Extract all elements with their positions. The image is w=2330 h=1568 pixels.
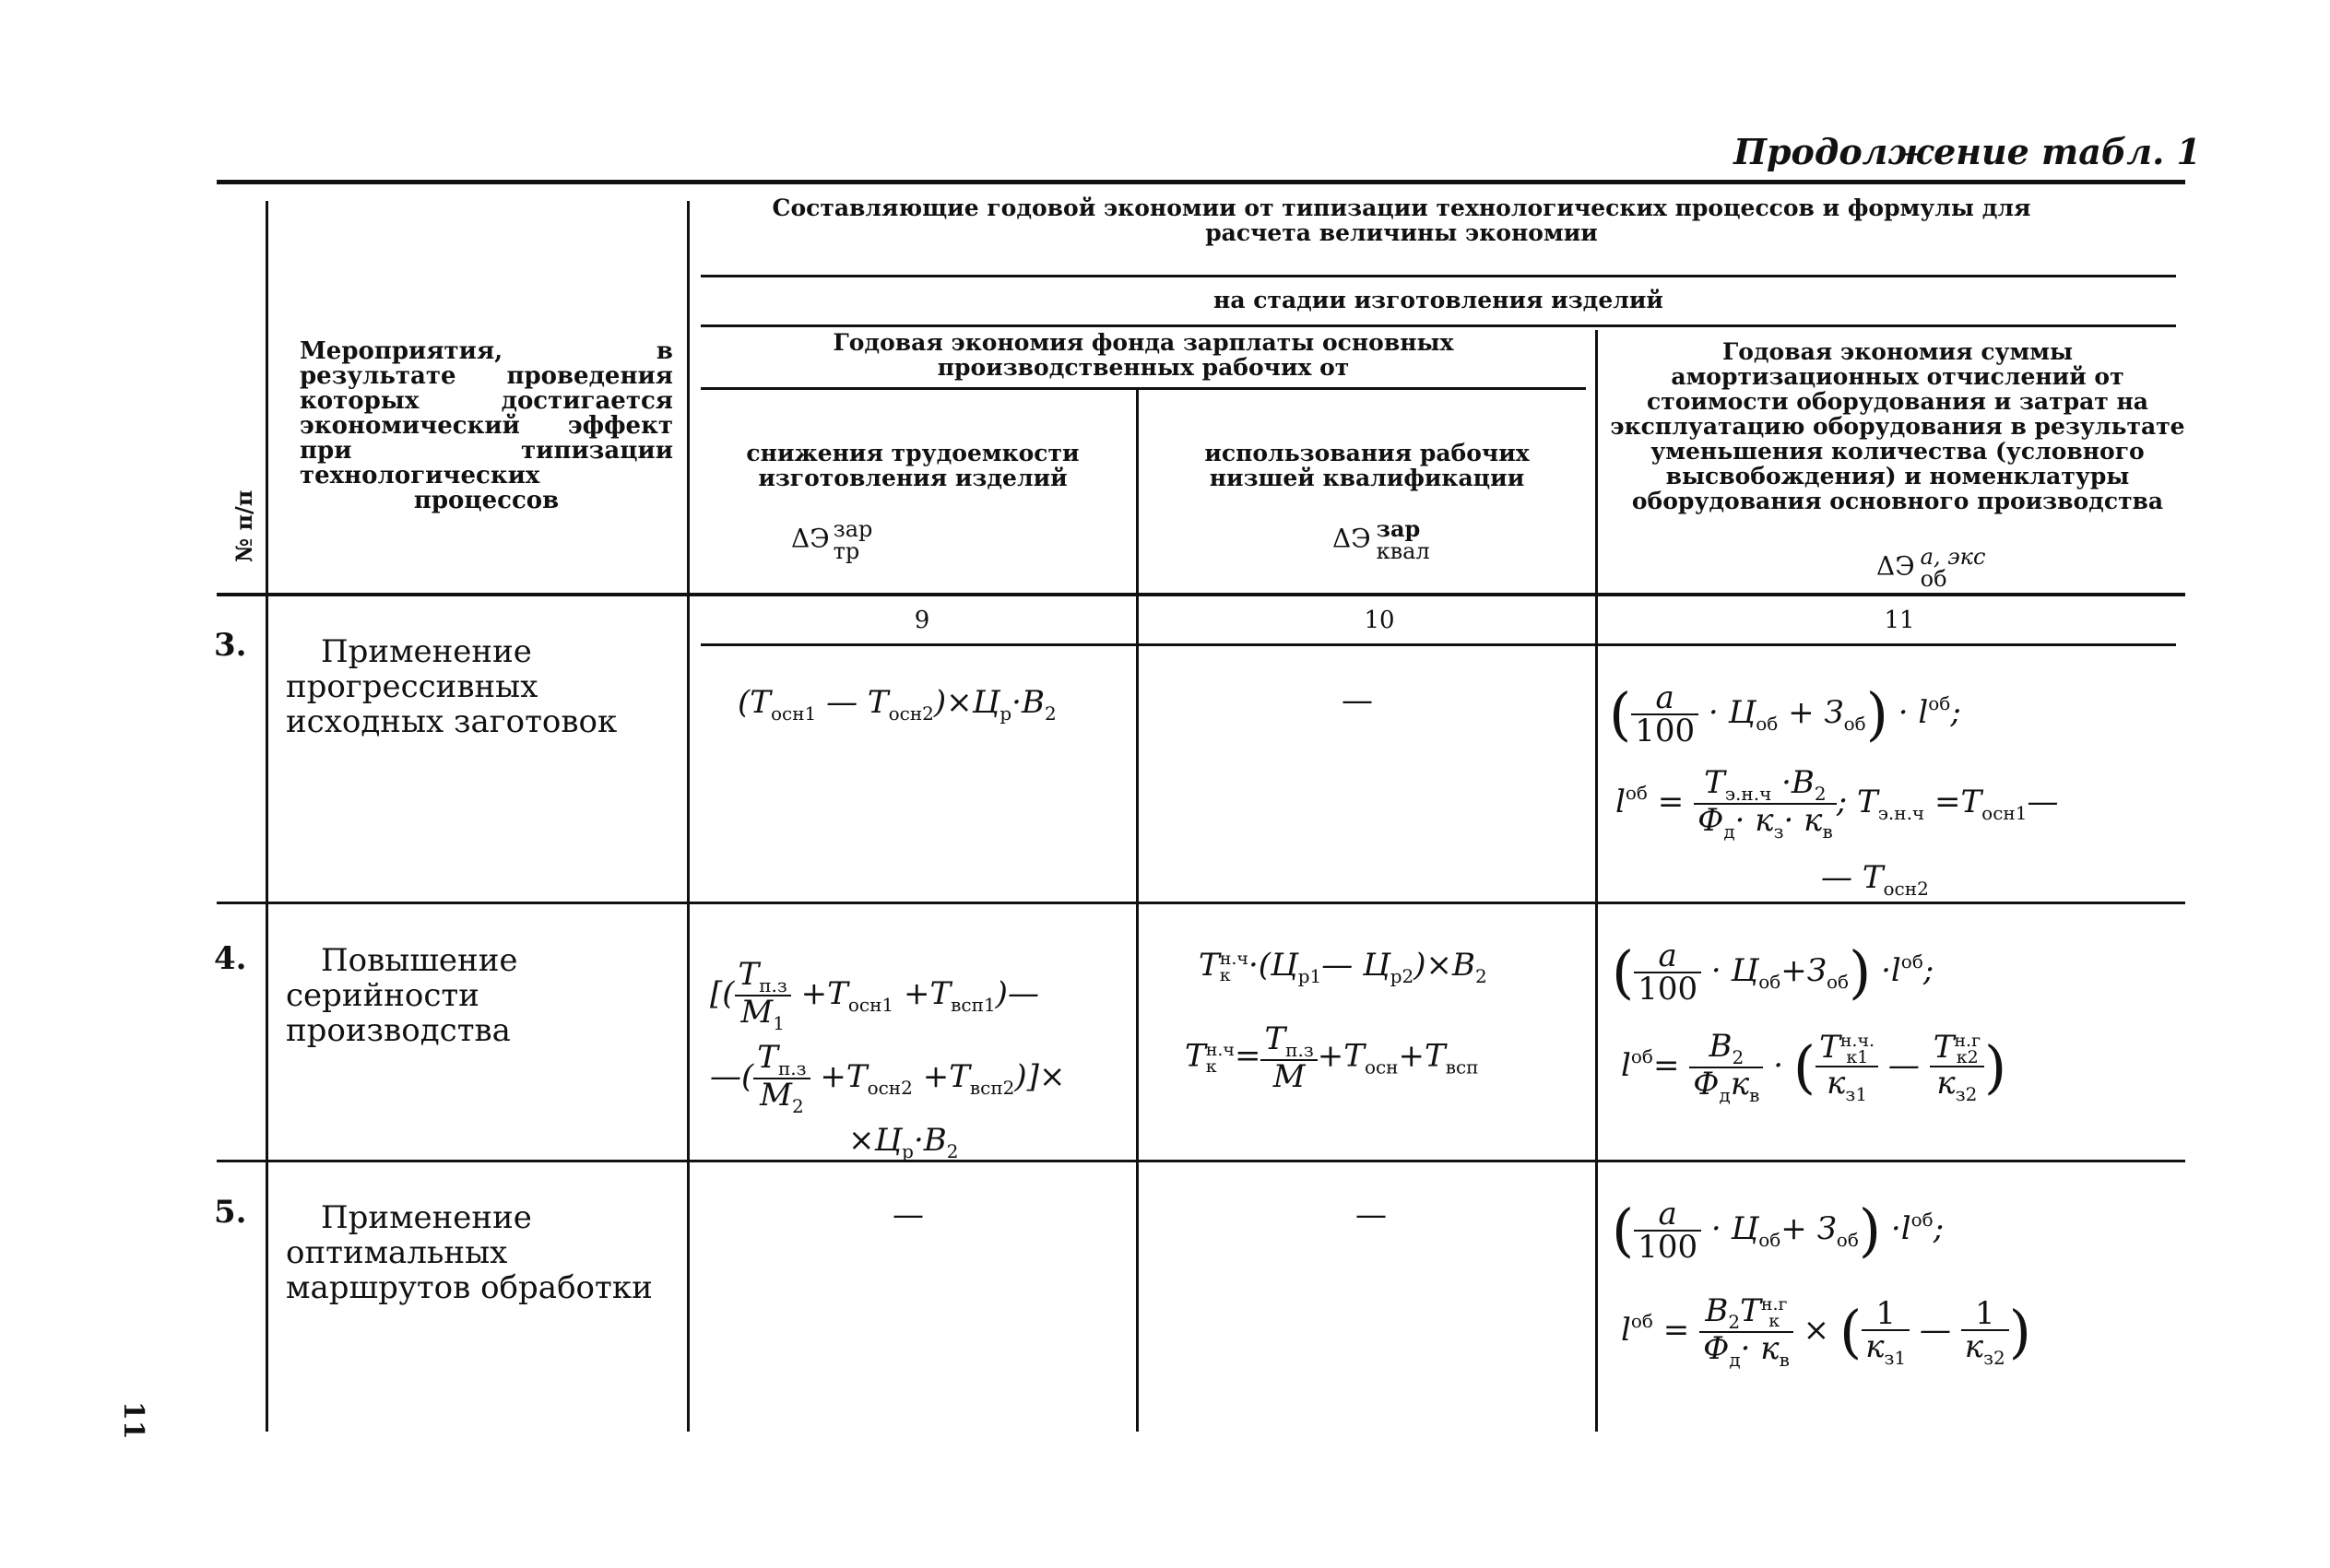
table-top-rule <box>217 180 2185 184</box>
payroll-group-header: Годовая экономия фонда зарплаты основных производственных рабочих от <box>833 329 1454 381</box>
row4-bottom-rule <box>217 1160 2185 1162</box>
row-3-number: 3. <box>214 627 247 664</box>
measure-col-header: Мероприятия, в результате проведения которых достигается экономический эффект при типизации технологических процессов <box>300 337 673 514</box>
vline-num <box>266 201 268 1432</box>
vline-col10 <box>1595 330 1598 1432</box>
row-3-col11-formula-a: ( $\frac{a}{100}$ · $Ц_{об} + З_{об}) \cdot l^{об}$; <box>1609 679 1961 749</box>
row3-bottom-rule <box>217 902 2185 904</box>
col11-symbol: ΔЭ а, экс об <box>1876 544 1986 592</box>
col10-header: использования рабочих низшей квалификации <box>1204 440 1530 491</box>
col-number-10: 10 <box>1364 607 1395 634</box>
row-4-col9-formula-c: $\times Ц_р\cdot B_2$ <box>848 1122 959 1162</box>
row-5-measure: Применение оптимальных маршрутов обработки <box>286 1199 653 1306</box>
row-3-col11-formula-b: $l^{об}$ = $\frac{T_{э.н.ч} \cdot B_2}{Ф_д\cdot к_з\cdot к_в}$ ; $T_{э.н.ч}$ $=T_{осн1}—$ <box>1615 764 2059 843</box>
row-5-col10-dash: — <box>1355 1197 1387 1233</box>
row-4-col10-formula-a: T н.ч к $\cdot(Ц_{р1}—$ $Ц_{р2})\times B_2$ <box>1199 947 1487 987</box>
col9-symbol: ΔЭ зар тр <box>791 516 873 564</box>
components-title: Составляющие годовой экономии от типизации технологических процессов и формулы для расчета величины экономии <box>772 195 2031 246</box>
row-3-col11-formula-c: — $T_{осн2}$ <box>1821 859 1929 900</box>
row-4-col11-formula-b: $l^{об}=$ $\frac{B_2}{Ф_дк_в}$ · ( T н.ч. к1 $к_{з1}$ — T н.г к2 $к_{з2}$ ) <box>1621 1028 2007 1106</box>
row-3-col10-dash: — <box>1342 682 1373 719</box>
vline-col9 <box>1136 389 1139 1432</box>
row-4-number: 4. <box>214 940 247 977</box>
col-number-9: 9 <box>914 607 930 634</box>
col11-header: Годовая экономия суммы амортизационных отчислений от стоимости оборудования и затрат на эксплуатацию оборудования в результате уменьшения количества (условного высвобождения) и номенклатуры оборудования основного производства <box>1610 338 2185 514</box>
stage-header: на стадии изготовления изделий <box>1213 287 1663 313</box>
side-page-marker: 11 <box>117 1401 149 1440</box>
num-col-header: № п/п <box>231 489 257 562</box>
vline-measure <box>687 201 690 1432</box>
row-4-col10-formula-b: T н.ч к = $\frac{T_{п.з}}{М}$ $+T_{осн}+T_{всп}$ <box>1185 1020 1479 1095</box>
row-3-col9-formula: ($T_{осн1}$ — $T_{осн2})\times Ц_р\cdot B_2$ <box>738 684 1057 725</box>
col10-symbol: ΔЭ зар квал <box>1332 515 1430 564</box>
group-rule <box>701 324 2176 327</box>
row-4-col9-formula-a: [( $\frac{T_{п.з}}{М_1}$ $+T_{осн1}$ $+T_{всп1})—$ <box>710 956 1039 1034</box>
continuation-caption: Продолжение табл. 1 <box>1733 131 2201 172</box>
row-5-col11-formula-a: ( $\frac{a}{100}$ · $Ц_{об}+ З_{об}) \cdot l^{об}$; <box>1612 1196 1945 1266</box>
row-5-col11-formula-b: $l^{об}$ = $B_2T$ н.г к $Ф_д\cdot к_в$ × ( $\frac{1}{к_{з1}}$ — $\frac{1}{к_{з2}}$ ) <box>1621 1292 2031 1371</box>
row-4-col9-formula-b: —( $\frac{T_{п.з}}{М_2}$ $+T_{осн2} +T_{всп2})]\times$ <box>710 1039 1066 1117</box>
row-3-measure: Применение прогрессивных исходных заготовок <box>286 633 618 740</box>
colnum-rule <box>701 643 2176 646</box>
row-5-col9-dash: — <box>893 1197 924 1233</box>
row-5-number: 5. <box>214 1194 247 1231</box>
payroll-rule <box>701 387 1586 390</box>
stage-rule <box>701 275 2176 277</box>
row-4-measure: Повышение серийности производства <box>286 942 518 1049</box>
header-bottom-rule <box>217 593 2185 596</box>
row-4-col11-formula-a: ( $\frac{a}{100}$ · $Ц_{об}+З_{об}) \cdot l^{об}$; <box>1612 937 1934 1008</box>
col-number-11: 11 <box>1884 607 1915 634</box>
col9-header: снижения трудоемкости изготовления изделий <box>746 440 1080 491</box>
